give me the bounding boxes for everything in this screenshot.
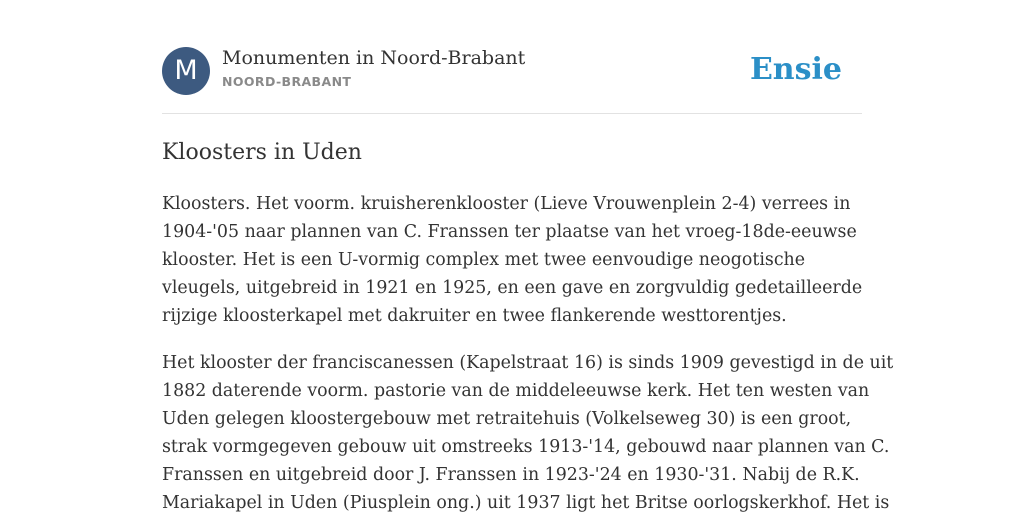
site-title[interactable]: Monumenten in Noord-Brabant bbox=[222, 47, 526, 69]
text-line: Kloosters. Het voorm. kruisherenklooster (Lieve Vrouwenplein 2-4) verrees in bbox=[162, 194, 851, 214]
header-divider bbox=[162, 113, 862, 114]
text-line: Franssen en uitgebreid door J. Franssen in 1923-'24 en 1930-'31. Nabij de R.K. bbox=[162, 465, 860, 485]
text-line: Het klooster der franciscanessen (Kapelstraat 16) is sinds 1909 gevestigd in de uit bbox=[162, 353, 894, 373]
article-title: Kloosters in Uden bbox=[162, 140, 362, 165]
text-line: Uden gelegen kloostergebouw met retraitehuis (Volkelseweg 30) is een groot, bbox=[162, 409, 852, 429]
text-line: strak vormgegeven gebouw uit omstreeks 1913-'14, gebouwd naar plannen van C. bbox=[162, 437, 890, 457]
ensie-logo[interactable]: Ensie bbox=[749, 52, 842, 87]
paragraph-1 bbox=[162, 190, 882, 330]
article-body bbox=[162, 190, 894, 512]
paragraph-2 bbox=[162, 349, 894, 512]
site-header bbox=[162, 46, 862, 96]
text-line: klooster. Het is een U-vormig complex met twee eenvoudige neogotische bbox=[162, 250, 806, 270]
text-line: 1904-'05 naar plannen van C. Franssen ter plaatse van het vroeg-18de-eeuwse bbox=[162, 222, 857, 242]
avatar[interactable]: M bbox=[162, 47, 210, 95]
text-line: Mariakapel in Uden (Piusplein ong.) uit 1937 ligt het Britse oorlogskerkhof. Het is bbox=[162, 493, 890, 512]
text-line: rijzige kloosterkapel met dakruiter en twee flankerende westtorentjes. bbox=[162, 306, 787, 326]
site-subtitle[interactable]: NOORD-BRABANT bbox=[222, 74, 352, 89]
text-line: 1882 daterende voorm. pastorie van de middeleeuwse kerk. Het ten westen van bbox=[162, 381, 870, 401]
text-line: vleugels, uitgebreid in 1921 en 1925, en een gave en zorgvuldig gedetailleerde bbox=[162, 278, 863, 298]
